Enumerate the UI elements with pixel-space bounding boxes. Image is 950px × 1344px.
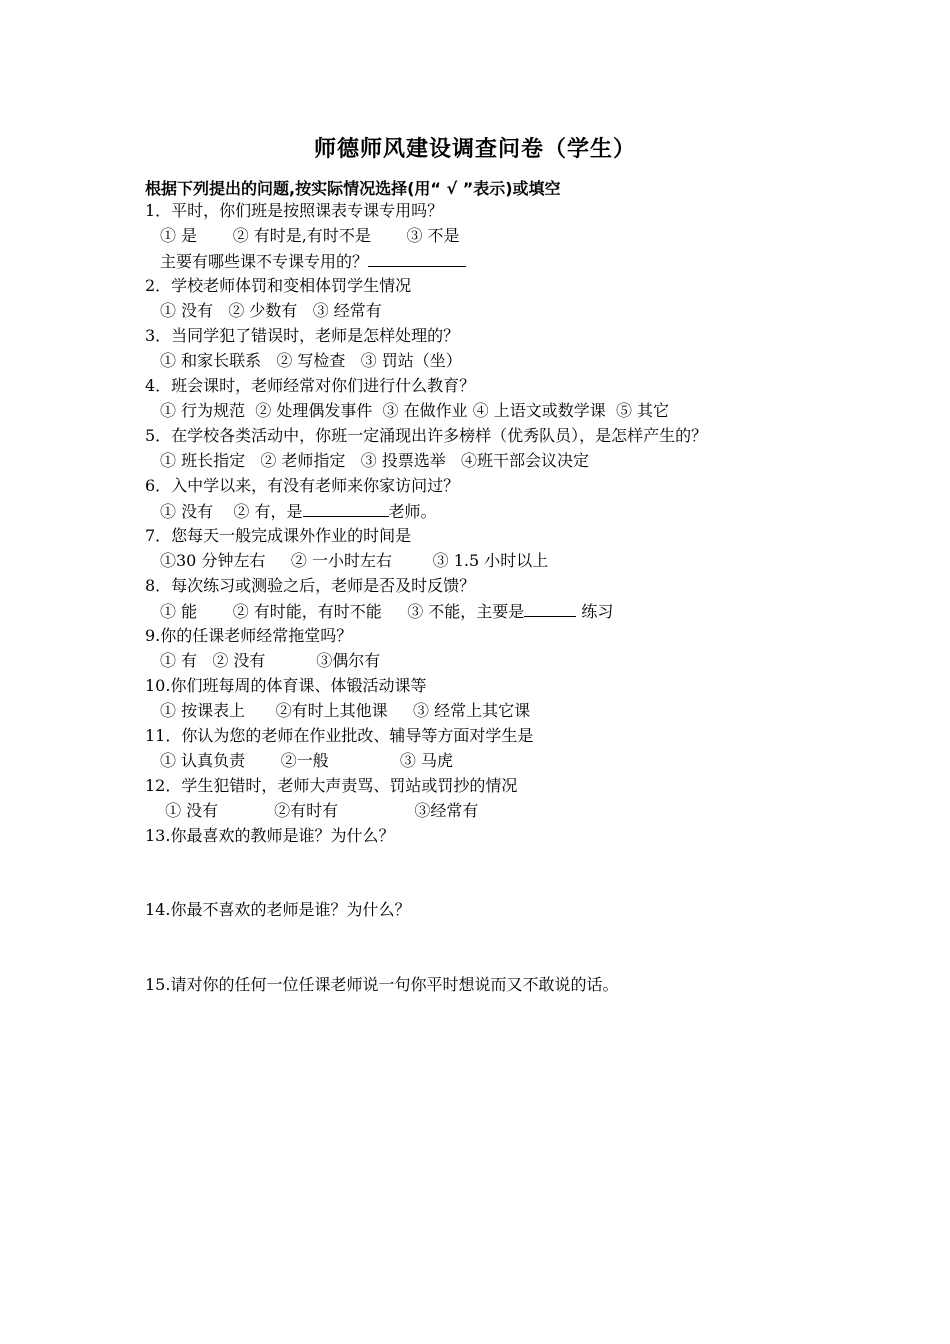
question-10-options: ① 按课表上 ②有时上其他课 ③ 经常上其它课 bbox=[160, 701, 531, 720]
question-15: 15.请对你的任何一位任课老师说一句你平时想说而又不敢说的话。 bbox=[145, 975, 619, 994]
question-8: 8．每次练习或测验之后，老师是否及时反馈？ bbox=[145, 576, 476, 595]
question-6: 6．入中学以来，有没有老师来你家访问过？ bbox=[145, 476, 460, 495]
question-1-followup-text: 主要有哪些课不专课专用的？ bbox=[160, 252, 369, 271]
question-6-options bbox=[160, 501, 437, 522]
question-1: 1．平时，你们班是按照课表专课专用吗？ bbox=[145, 201, 444, 220]
question-4-options: ① 行为规范 ② 处理偶发事件 ③ 在做作业 ④ 上语文或数学课 ⑤ 其它 bbox=[160, 401, 670, 420]
question-6-options-b: 老师。 bbox=[388, 502, 437, 521]
question-4: 4．班会课时，老师经常对你们进行什么教育？ bbox=[145, 376, 476, 395]
question-12: 12．学生犯错时，老师大声责骂、罚站或罚抄的情况 bbox=[145, 776, 518, 795]
question-8-options-b: 练习 bbox=[576, 602, 614, 621]
question-8-options bbox=[160, 601, 613, 622]
instruction-text: 根据下列提出的问题,按实际情况选择(用“ √ ”表示)或填空 bbox=[145, 179, 561, 198]
question-11: 11．你认为您的老师在作业批改、辅导等方面对学生是 bbox=[145, 726, 534, 745]
question-11-options: ① 认真负责 ②一般 ③ 马虎 bbox=[160, 751, 453, 770]
question-7: 7．您每天一般完成课外作业的时间是 bbox=[145, 526, 412, 545]
question-7-options: ①30 分钟左右 ② 一小时左右 ③ 1.5 小时以上 bbox=[160, 551, 549, 570]
question-8-options-a: ① 能 ② 有时能，有时不能 ③ 不能，主要是 bbox=[160, 602, 525, 621]
question-5-options: ① 班长指定 ② 老师指定 ③ 投票选举 ④班干部会议决定 bbox=[160, 451, 590, 470]
question-3: 3．当同学犯了错误时，老师是怎样处理的？ bbox=[145, 326, 460, 345]
question-9-options: ① 有 ② 没有 ③偶尔有 bbox=[160, 651, 381, 670]
question-10: 10.你们班每周的体育课、体锻活动课等 bbox=[145, 676, 427, 695]
answer-blank[interactable] bbox=[524, 601, 576, 617]
question-13: 13.你最喜欢的教师是谁？为什么？ bbox=[145, 826, 395, 845]
question-12-options: ① 没有 ②有时有 ③经常有 bbox=[160, 801, 479, 820]
question-2: 2．学校老师体罚和变相体罚学生情况 bbox=[145, 276, 412, 295]
question-1-followup bbox=[160, 251, 466, 272]
answer-blank[interactable] bbox=[368, 251, 466, 267]
question-2-options: ① 没有 ② 少数有 ③ 经常有 bbox=[160, 301, 382, 320]
page-title: 师德师风建设调查问卷（学生） bbox=[313, 137, 636, 162]
question-14: 14.你最不喜欢的老师是谁？为什么？ bbox=[145, 900, 411, 919]
answer-blank[interactable] bbox=[303, 501, 389, 517]
question-3-options: ① 和家长联系 ② 写检查 ③ 罚站（坐） bbox=[160, 351, 462, 370]
question-6-options-a: ① 没有 ② 有，是 bbox=[160, 502, 303, 521]
question-9: 9.你的任课老师经常拖堂吗？ bbox=[145, 626, 353, 645]
question-5: 5．在学校各类活动中，你班一定涌现出许多榜样（优秀队员），是怎样产生的？ bbox=[145, 426, 708, 445]
question-1-options: ① 是 ② 有时是,有时不是 ③ 不是 bbox=[160, 226, 460, 245]
